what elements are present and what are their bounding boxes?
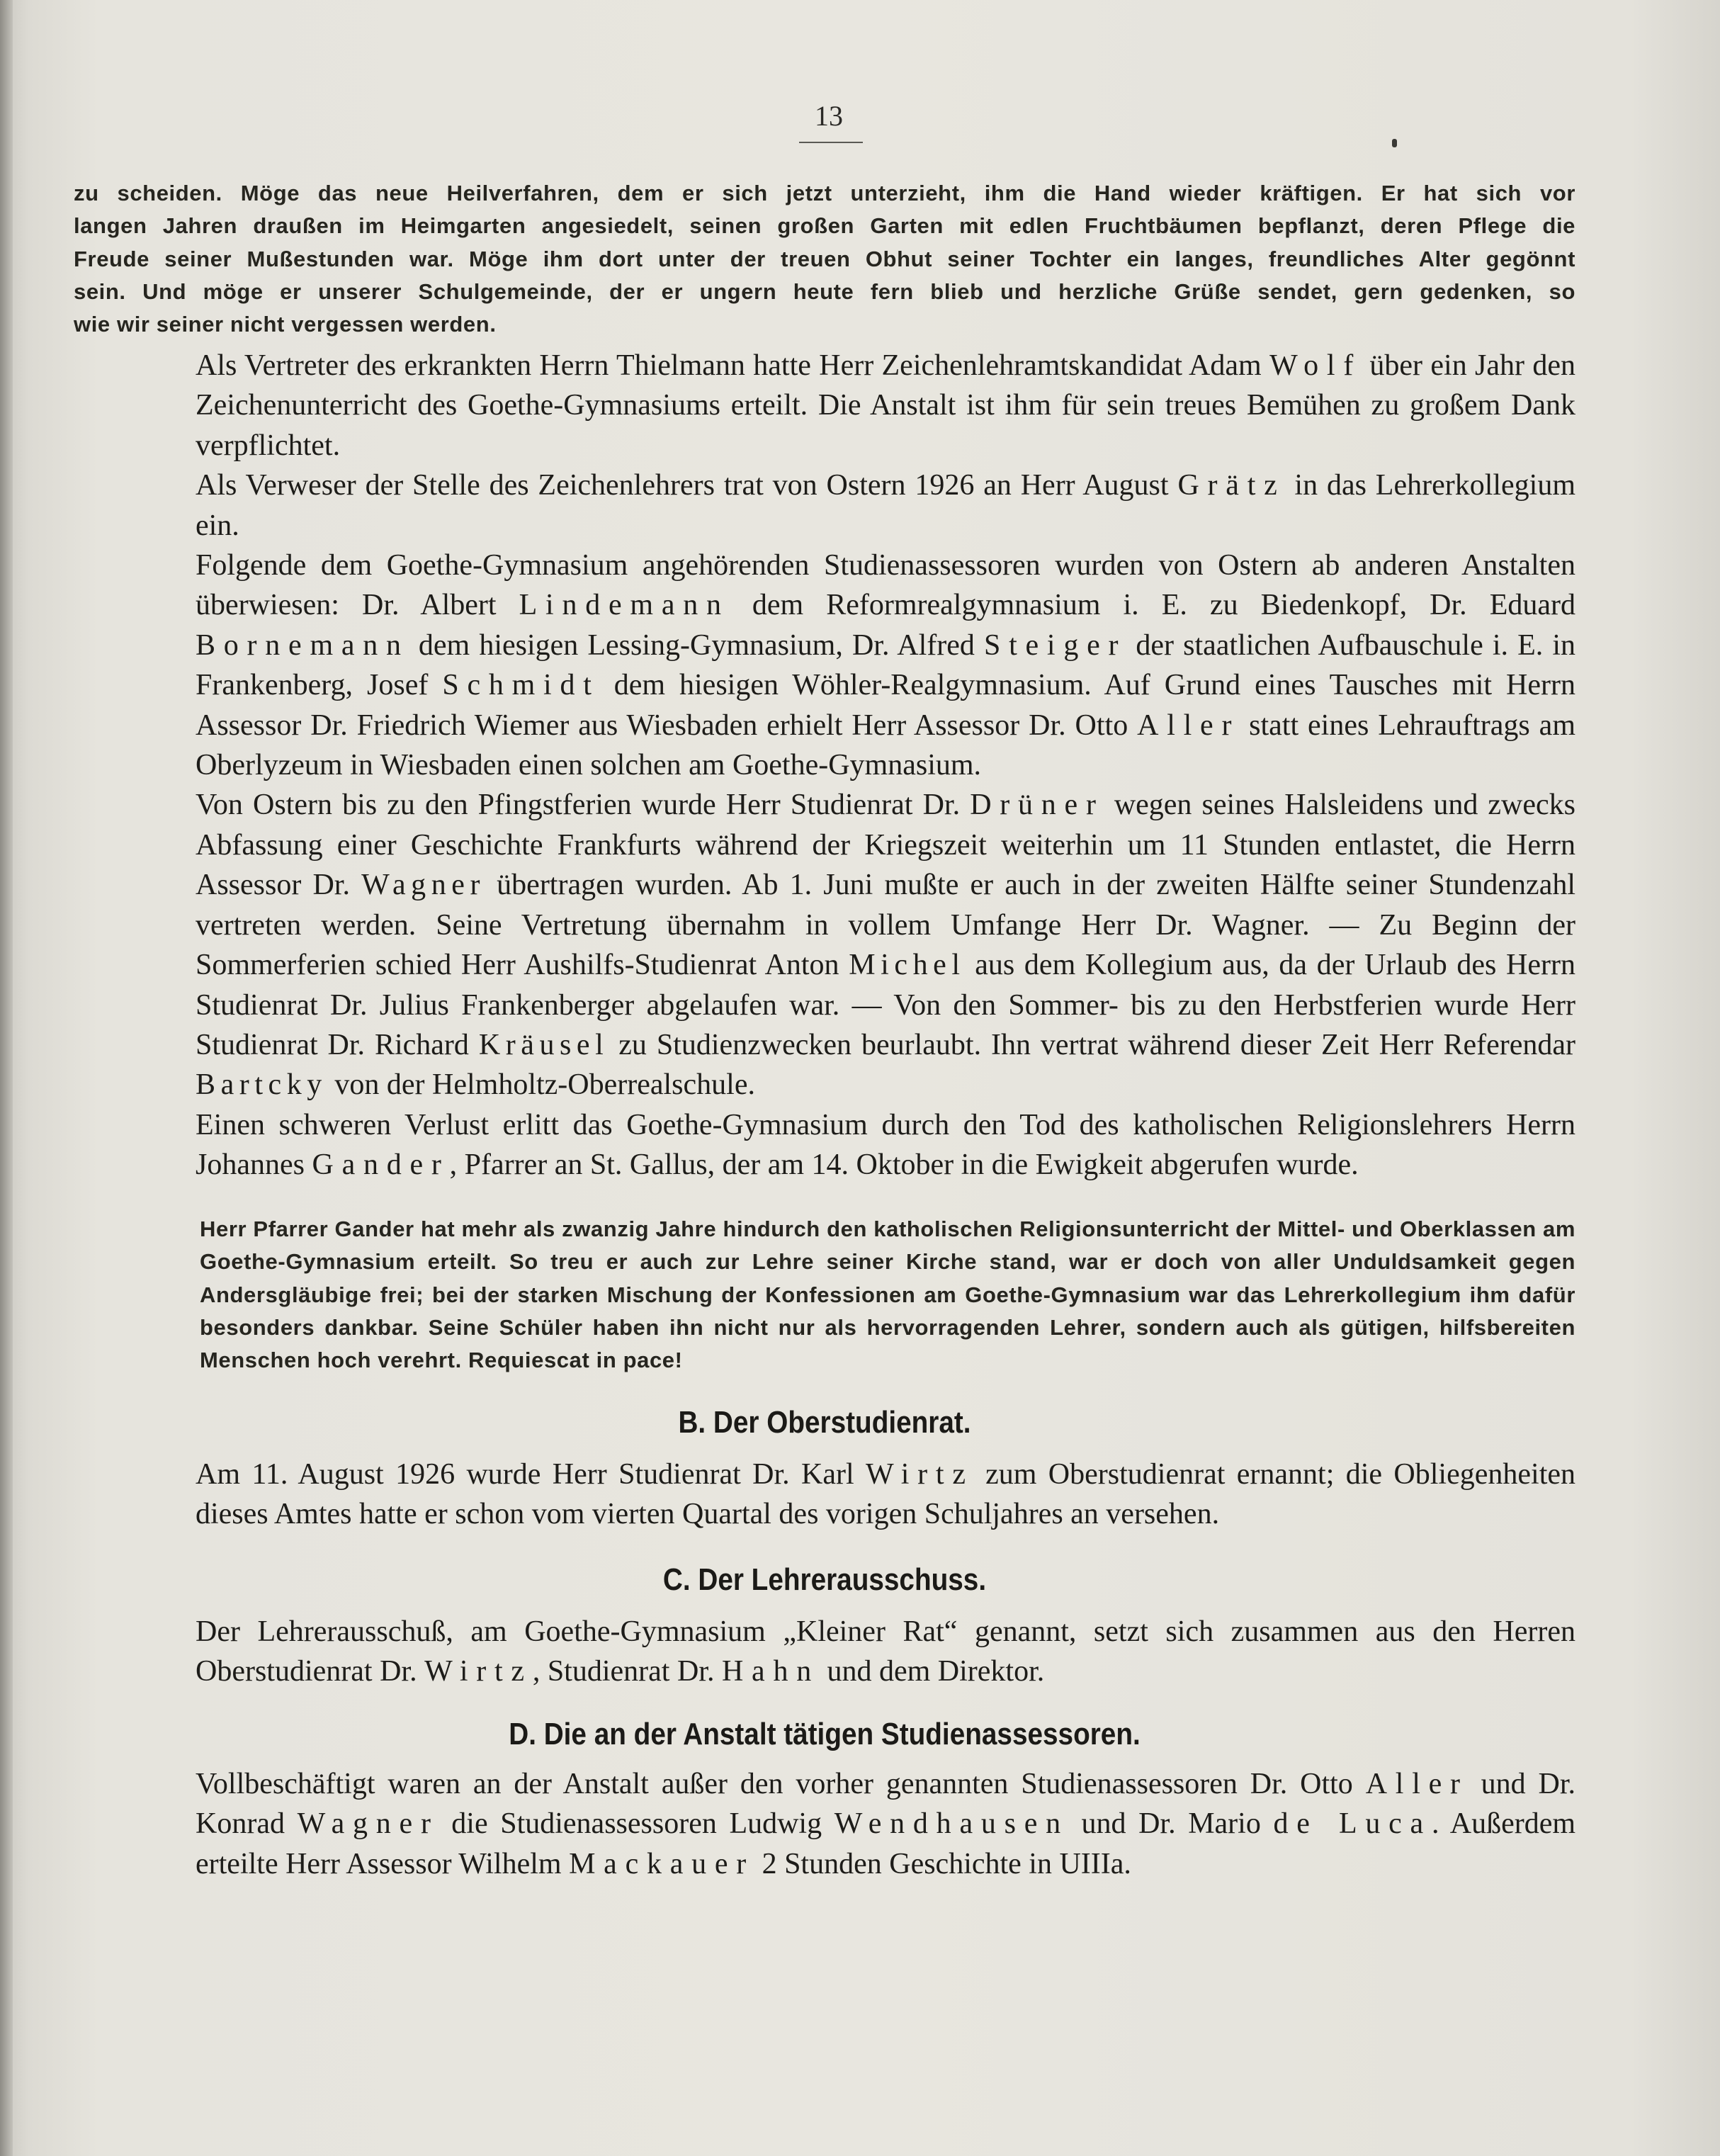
heading-section-b: B. Der Oberstudienrat.: [678, 1405, 971, 1440]
paragraph-graetz: Als Verweser der Stelle des Zeichenlehrers trat von Ostern 1926 an Herr August Grätz in das Lehrerkollegium ein.: [196, 469, 1576, 542]
name-wendhausen: Wendhausen: [834, 1807, 1069, 1841]
name-steiger: Steiger: [983, 628, 1127, 662]
main-body: [74, 346, 1575, 1185]
intro-line: langen Jahren draußen im Heimgarten angesiedelt, seinen großen Garten mit edlen Fruchtbäumen bepflanzt, deren Pflege die: [74, 213, 1575, 239]
intro-paragraph: [74, 177, 1575, 341]
page-number: 13: [815, 100, 843, 132]
intro-line: wie wir seiner nicht vergessen werden.: [74, 312, 497, 337]
section-d-body: Vollbeschäftigt waren an der Anstalt außer den vorher genannten Studienassessoren Dr. Otto Aller und Dr. Konrad Wagner die Studienassessoren Ludwig Wendhausen und Dr. Mario de Luca. Außerdem erteilte Herr Assessor Wilhelm Mackauer 2 Stunden Geschichte in UIIIa.: [196, 1768, 1576, 1880]
name-lindemann: Lindemann: [519, 589, 730, 622]
intro-line: sein. Und möge er unserer Schulgemeinde, der er ungern heute fern blieb und herzliche Grüße sendet, gern gedenken, so: [74, 278, 1575, 304]
paragraph-gander: Einen schweren Verlust erlitt das Goethe-Gymnasium durch den Tod des katholischen Religionslehrers Herrn Johannes Gander, Pfarrer an St. Gallus, der am 14. Oktober in die Ewigkeit abgerufen wurde.: [196, 1108, 1575, 1182]
name-aller: Aller: [1137, 709, 1240, 742]
name-mackauer: Mackauer: [569, 1847, 755, 1880]
paragraph-pfingsten: Von Ostern bis zu den Pfingstferien wurde Herr Studienrat Dr. Drüner wegen seines Halsleidens und zwecks Abfassung einer Geschichte Frankfurts während der Kriegszeit weiterhin um 11 Stunden entlastet, die Herrn Assessor Dr. Wagner übertragen wurden. Ab 1. Juni mußte er auch in der zweiten Hälfte seiner Stundenzahl vertreten werden. Seine Vertretung übernahm in vollem Umfange Herr Dr. Wagner. — Zu Beginn der Sommerferien schied Herr Aushilfs-Studienrat Anton Michel aus dem Kollegium aus, da der Urlaub des Herrn Studienrat Dr. Julius Frankenberger abgelaufen war. — Von den Sommer- bis zu den Herbstferien wurde Herr Studienrat Dr. Richard Kräusel zu Studienzwecken beurlaubt. Ihn vertrat während dieser Zeit Herr Referendar Bartcky von der Helmholtz-Oberrealschule.: [196, 789, 1576, 1102]
heading-section-d: D. Die an der Anstalt tätigen Studienassessoren.: [509, 1717, 1141, 1751]
name-druener: Drüner: [970, 789, 1104, 822]
paragraph-assessoren: Folgende dem Goethe-Gymnasium angehörenden Studienassessoren wurden von Ostern ab anderen Anstalten überwiesen: Dr. Albert Lindemann dem Reformrealgymnasium i. E. zu Biedenkopf, Dr. Eduard Bornemann dem hiesigen Lessing-Gymnasium, Dr. Alfred Steiger der staatlichen Aufbauschule i. E. in Frankenberg, Josef Schmidt dem hiesigen Wöhler-Realgymnasium. Auf Grund eines Tausches mit Herrn Assessor Dr. Friedrich Wiemer aus Wiesbaden erhielt Herr Assessor Dr. Otto Aller statt eines Lehrauftrags am Oberlyzeum in Wiesbaden einen solchen am Goethe-Gymnasium.: [196, 549, 1576, 782]
name-hahn: Hahn: [721, 1655, 820, 1688]
section-c-body: Der Lehrerausschuß, am Goethe-Gymnasium „Kleiner Rat“ genannt, setzt sich zusammen aus den Herren Oberstudienrat Dr. Wirtz, Studienrat Dr. Hahn und dem Direktor.: [196, 1615, 1575, 1688]
name-bartcky: Bartcky: [196, 1068, 327, 1102]
section-b-body: Am 11. August 1926 wurde Herr Studienrat Dr. Karl Wirtz zum Oberstudienrat ernannt; die Obliegenheiten dieses Amtes hatte er schon vom vierten Quartal des vorigen Schuljahres an versehen.: [196, 1458, 1576, 1531]
name-michel: Michel: [849, 949, 966, 982]
name-schmidt: Schmidt: [442, 669, 600, 702]
heading-section-c: C. Der Lehrerausschuss.: [662, 1562, 987, 1597]
paragraph-wolf: Als Vertreter des erkrankten Herrn Thielmann hatte Herr Zeichenlehramtskandidat Adam Wolf über ein Jahr den Zeichenunterricht des Goethe-Gymnasiums erteilt. Die Anstalt ist ihm für sein treues Bemühen zu großem Dank verpflichtet.: [196, 349, 1576, 462]
name-wirtz-c: Wirtz: [424, 1655, 533, 1688]
name-kraeusel: Kräusel: [478, 1028, 609, 1061]
name-wirtz: Wirtz: [866, 1458, 974, 1491]
intro-line: zu scheiden. Möge das neue Heilverfahren, dem er sich jetzt unterzieht, ihm die Hand wieder kräftigen. Er hat sich vor: [74, 181, 1575, 205]
name-gander: Gander: [312, 1148, 450, 1182]
page-binding-edge: [0, 0, 13, 2156]
gander-note: Herr Pfarrer Gander hat mehr als zwanzig Jahre hindurch den katholischen Religionsunterricht der Mittel- und Oberklassen am Goethe-Gymnasium erteilt. So treu er auch zur Lehre seiner Kirche stand, war er doch von aller Unduldsamkeit gegen Andersgläubige frei; bei der starken Mischung der Konfessionen am Goethe-Gymnasium war das Lehrerkollegium ihm dafür besonders dankbar. Seine Schüler haben ihn nicht nur als hervorragenden Lehrer, sondern auch als gütigen, hilfsbereiten Menschen hoch verehrt. Requiescat in pace!: [200, 1217, 1575, 1373]
name-graetz: Grätz: [1177, 469, 1286, 502]
name-bornemann: Bornemann: [196, 628, 409, 662]
ink-speck: [1392, 139, 1397, 147]
name-wolf: Wolf: [1269, 349, 1362, 382]
name-wagner: Wagner: [361, 869, 486, 902]
intro-line: Freude seiner Mußestunden war. Möge ihm dort unter der treuen Obhut seiner Tochter ein langes, freundliches Alter gegönnt: [74, 246, 1575, 271]
name-aller-d: Aller: [1365, 1768, 1469, 1800]
page-number-rule: [799, 142, 863, 143]
name-de-luca: de Luca: [1273, 1807, 1432, 1841]
name-wagner-d: Wagner: [297, 1807, 439, 1841]
